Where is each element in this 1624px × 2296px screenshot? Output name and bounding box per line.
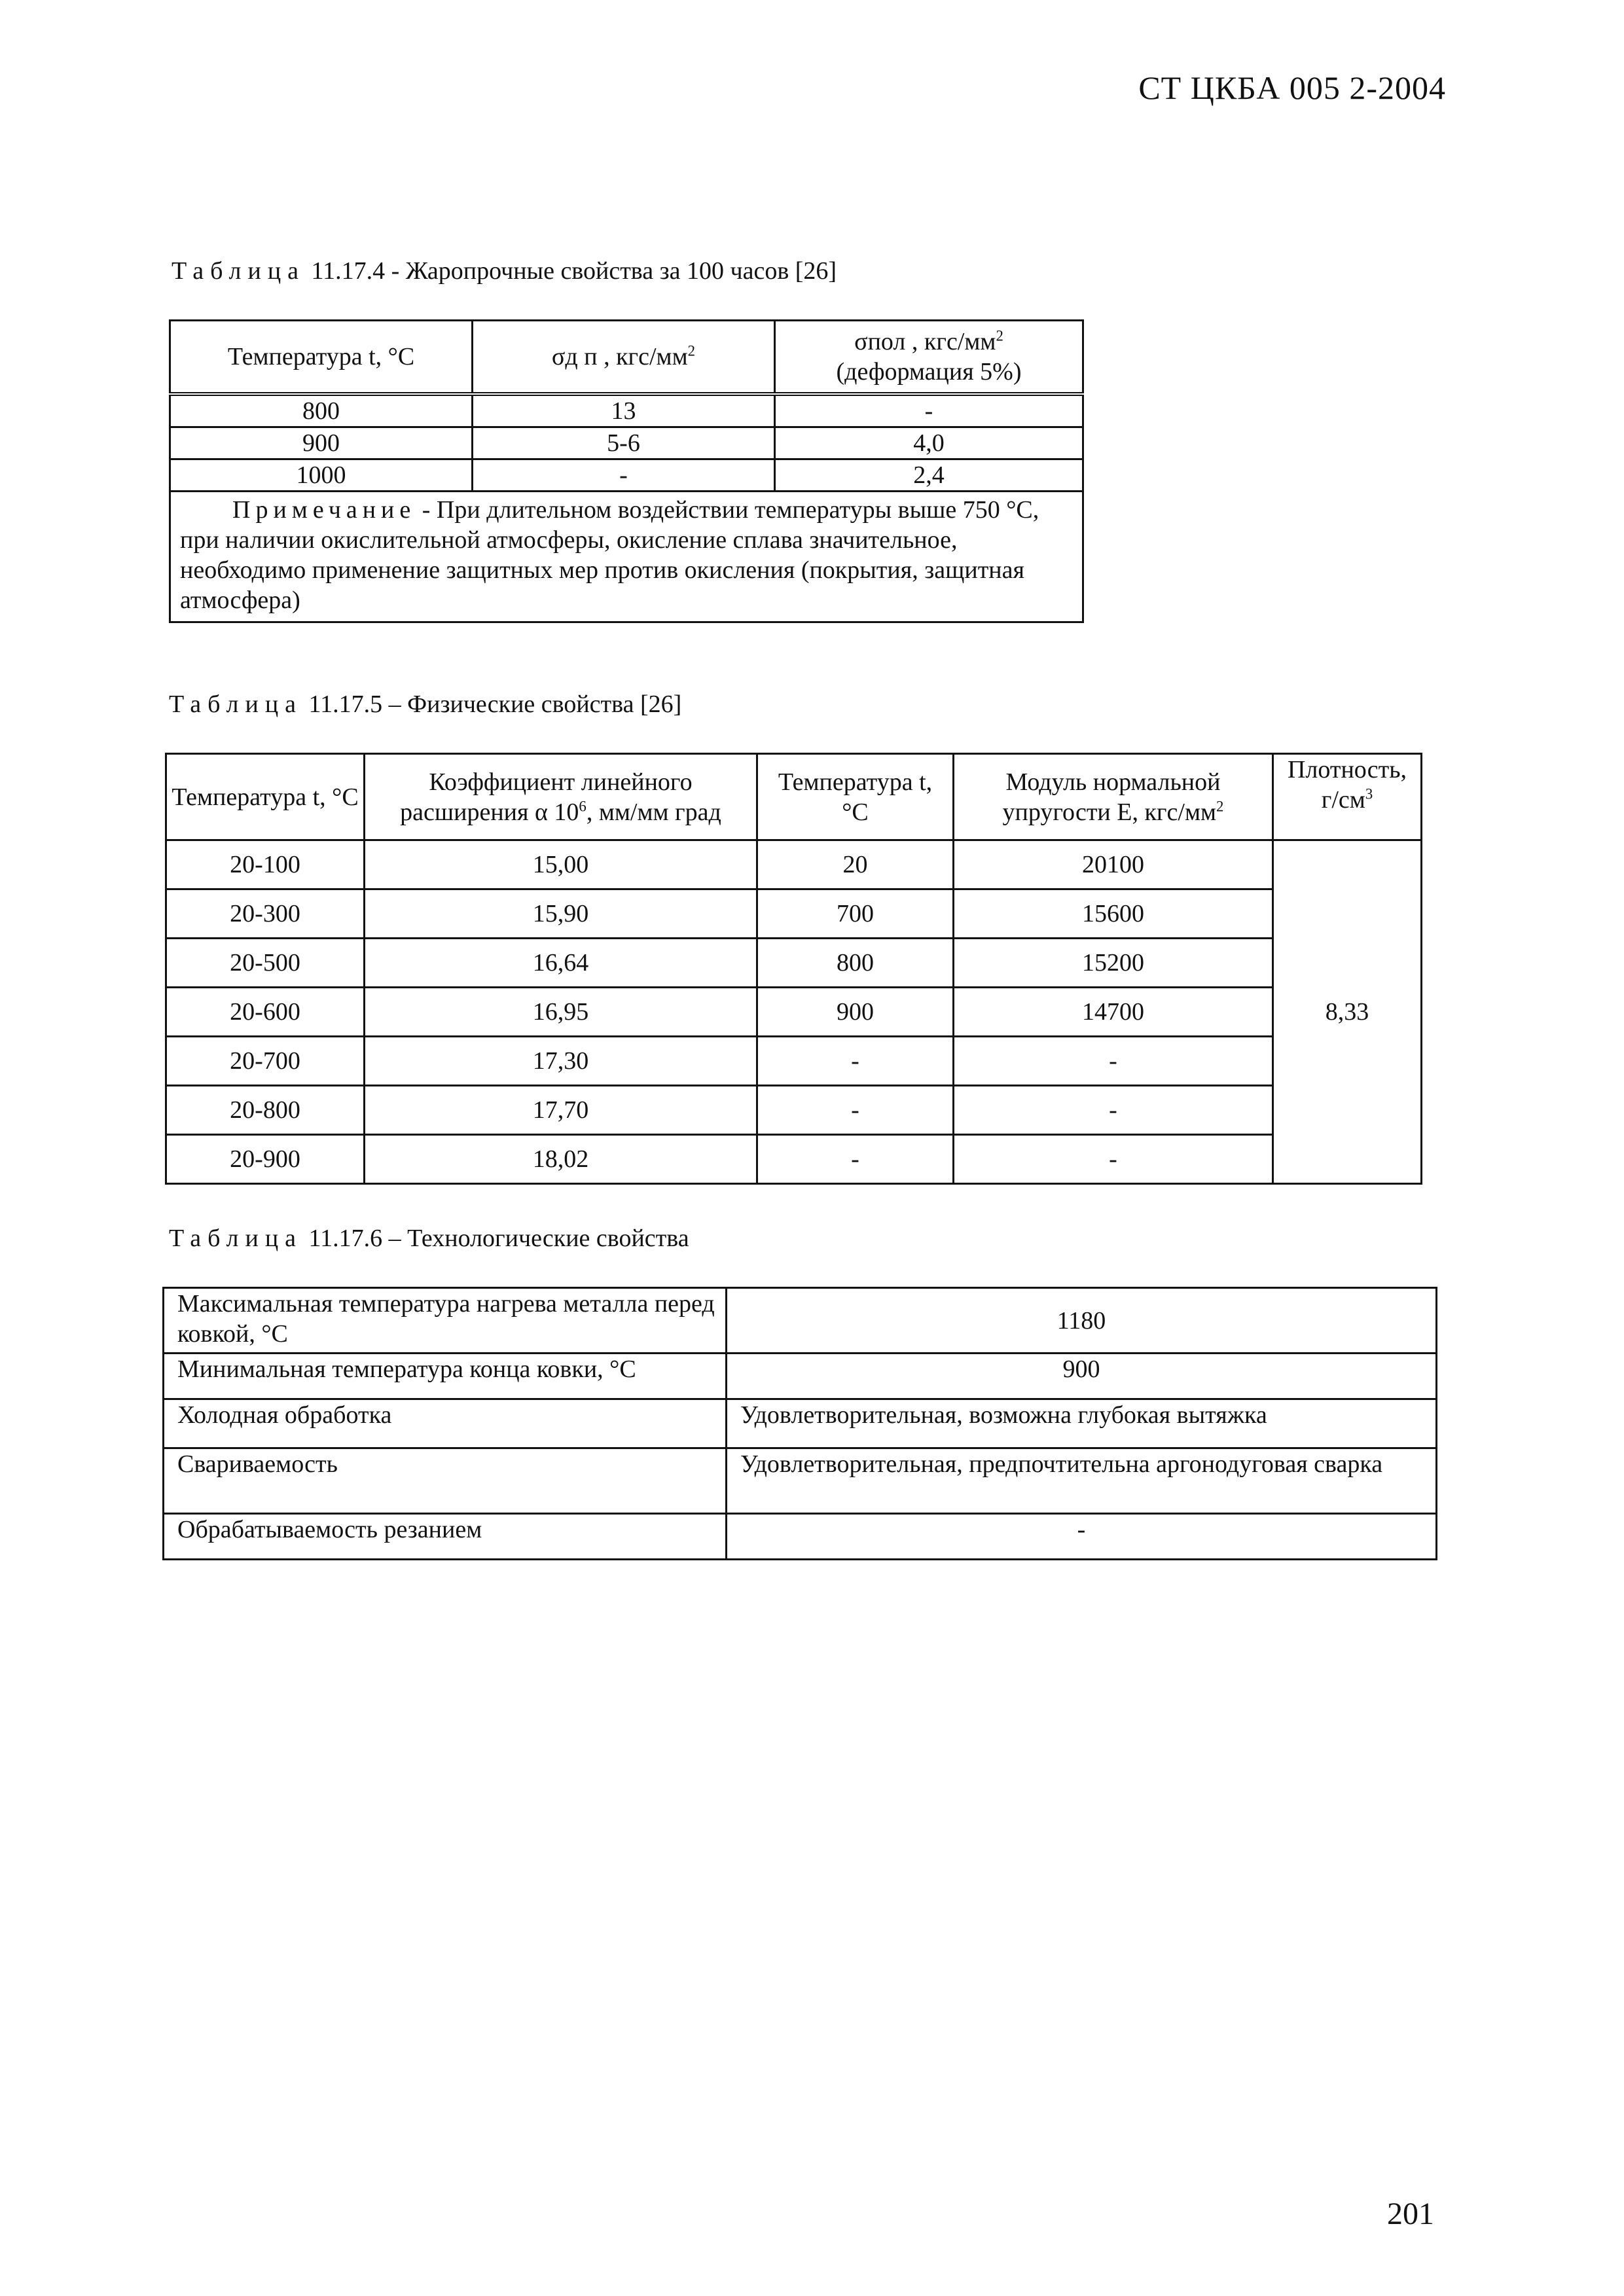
table-row: [170, 459, 1083, 491]
table2-header-expansion-sup: 6: [579, 797, 586, 814]
table-cell: 20: [757, 840, 954, 889]
table-cell: 700: [757, 889, 954, 939]
table3-caption-word: Таблица: [169, 1225, 303, 1252]
table-cell: Удовлетворительная, предпочтительна аргонодуговая сварка: [727, 1448, 1437, 1514]
table-cell: 800: [170, 394, 473, 427]
table-cell: 1000: [170, 459, 473, 491]
table2-caption: [169, 690, 681, 719]
table-cell: 18,02: [365, 1135, 757, 1184]
table-cell: 2,4: [775, 459, 1083, 491]
table2-header-temperature: Температура t, °C: [757, 754, 954, 840]
table-cell: 20-300: [166, 889, 365, 939]
table-row: [166, 939, 1422, 988]
table1-header-sigma-dp: [473, 321, 775, 394]
table-cell: 5-6: [473, 427, 775, 459]
table-row: [164, 1514, 1437, 1560]
table-cell: -: [757, 1037, 954, 1086]
table-row: [164, 1399, 1437, 1448]
table2-caption-word: Таблица: [169, 691, 303, 718]
table-cell: -: [473, 459, 775, 491]
table1-header-sigma-pol-label: σпол , кгс/мм: [854, 327, 996, 355]
table-cell: Максимальная температура нагрева металла перед ковкой, °С: [164, 1288, 727, 1354]
table1-header-sigma-pol: [775, 321, 1083, 394]
table-row: [166, 1135, 1422, 1184]
table2-caption-text: 11.17.5 – Физические свойства [26]: [308, 691, 682, 718]
table2-header-modulus: [954, 754, 1273, 840]
table-cell: 13: [473, 394, 775, 427]
table2-header-expansion: [365, 754, 757, 840]
table-cell: -: [954, 1086, 1273, 1135]
page-number: 201: [1387, 2197, 1434, 2231]
table-row: [166, 889, 1422, 939]
table1-header-sigma-dp-label: σд п , кгс/мм: [551, 342, 688, 370]
table-cell: 1180: [727, 1288, 1437, 1354]
table1-note-text: - При длительном воздействии температуры выше 750 °С, при наличии окислительной атмосферы, окисление сплава значительное, необходимо применение защитных мер против окисления (покрытия, защитная атмосфера): [180, 495, 1039, 614]
table1-caption: [171, 257, 837, 285]
table-cell: 15200: [954, 939, 1273, 988]
table-cell: 900: [757, 988, 954, 1037]
table-cell: -: [954, 1135, 1273, 1184]
table-row: [164, 1288, 1437, 1354]
table-row: [166, 988, 1422, 1037]
table-cell: 4,0: [775, 427, 1083, 459]
table2-density-value: 8,33: [1273, 840, 1422, 1184]
table2-header-expansion-a: Коэффициент линейного расширения α 10: [400, 768, 693, 826]
table-cell: 14700: [954, 988, 1273, 1037]
table1-header-temperature: Температура t, °C: [170, 321, 473, 394]
table-cell: 20-500: [166, 939, 365, 988]
table-cell: Свариваемость: [164, 1448, 727, 1514]
table1-heat-resistance: [169, 319, 1084, 623]
table-cell: 16,95: [365, 988, 757, 1037]
document-code: СТ ЦКБА 005 2-2004: [1138, 69, 1446, 106]
table1-caption-word: Таблица: [171, 257, 306, 285]
table-cell: -: [954, 1037, 1273, 1086]
table-row: [166, 1086, 1422, 1135]
table-row: [166, 840, 1422, 889]
table-cell: 20-900: [166, 1135, 365, 1184]
table-cell: 17,70: [365, 1086, 757, 1135]
table-cell: 15,00: [365, 840, 757, 889]
table-cell: 16,64: [365, 939, 757, 988]
table1-note-word: Примечание: [232, 495, 416, 524]
table-row: [170, 394, 1083, 427]
table-cell: -: [775, 394, 1083, 427]
table1-header-sigma-dp-sup: 2: [687, 342, 696, 359]
table2-header-density: [1273, 754, 1422, 840]
table2-header-modulus-label: Модуль нормальной упругости E, кгс/мм: [1002, 768, 1221, 826]
table2-header-expansion-b: , мм/мм град: [586, 798, 721, 826]
table-row: [166, 1037, 1422, 1086]
table-cell: 800: [757, 939, 954, 988]
table-cell: -: [757, 1135, 954, 1184]
table2-physical-properties: [165, 753, 1422, 1185]
table-cell: Удовлетворительная, возможна глубокая вытяжка: [727, 1399, 1437, 1448]
table-cell: 20100: [954, 840, 1273, 889]
table-cell: 15600: [954, 889, 1273, 939]
table-cell: 20-800: [166, 1086, 365, 1135]
table2-header-density-label: Плотность, г/см: [1287, 756, 1407, 814]
table-cell: -: [727, 1514, 1437, 1560]
table-cell: 900: [170, 427, 473, 459]
table-cell: Минимальная температура конца ковки, °С: [164, 1354, 727, 1399]
table-cell: 20-100: [166, 840, 365, 889]
table2-header-density-sup: 3: [1365, 785, 1373, 802]
table-cell: 20-600: [166, 988, 365, 1037]
table1-caption-text: 11.17.4 - Жаропрочные свойства за 100 часов [26]: [311, 257, 837, 285]
table2-header-temperature-range: Температура t, °C: [166, 754, 365, 840]
table-cell: -: [757, 1086, 954, 1135]
table1-header-sigma-pol-sup: 2: [996, 327, 1003, 344]
table3-caption: [169, 1224, 689, 1253]
table1-note: [170, 491, 1083, 622]
table-cell: 900: [727, 1354, 1437, 1399]
table-cell: Обрабатываемость резанием: [164, 1514, 727, 1560]
table-cell: Холодная обработка: [164, 1399, 727, 1448]
table-row: [164, 1448, 1437, 1514]
table1-header-sigma-pol-sub: (деформация 5%): [836, 357, 1022, 386]
table-cell: 17,30: [365, 1037, 757, 1086]
table3-technological-properties: [162, 1287, 1437, 1560]
table-row: [170, 427, 1083, 459]
table2-header-modulus-sup: 2: [1216, 797, 1224, 814]
table3-caption-text: 11.17.6 – Технологические свойства: [308, 1225, 689, 1252]
table-cell: 20-700: [166, 1037, 365, 1086]
table-cell: 15,90: [365, 889, 757, 939]
table-row: [164, 1354, 1437, 1399]
